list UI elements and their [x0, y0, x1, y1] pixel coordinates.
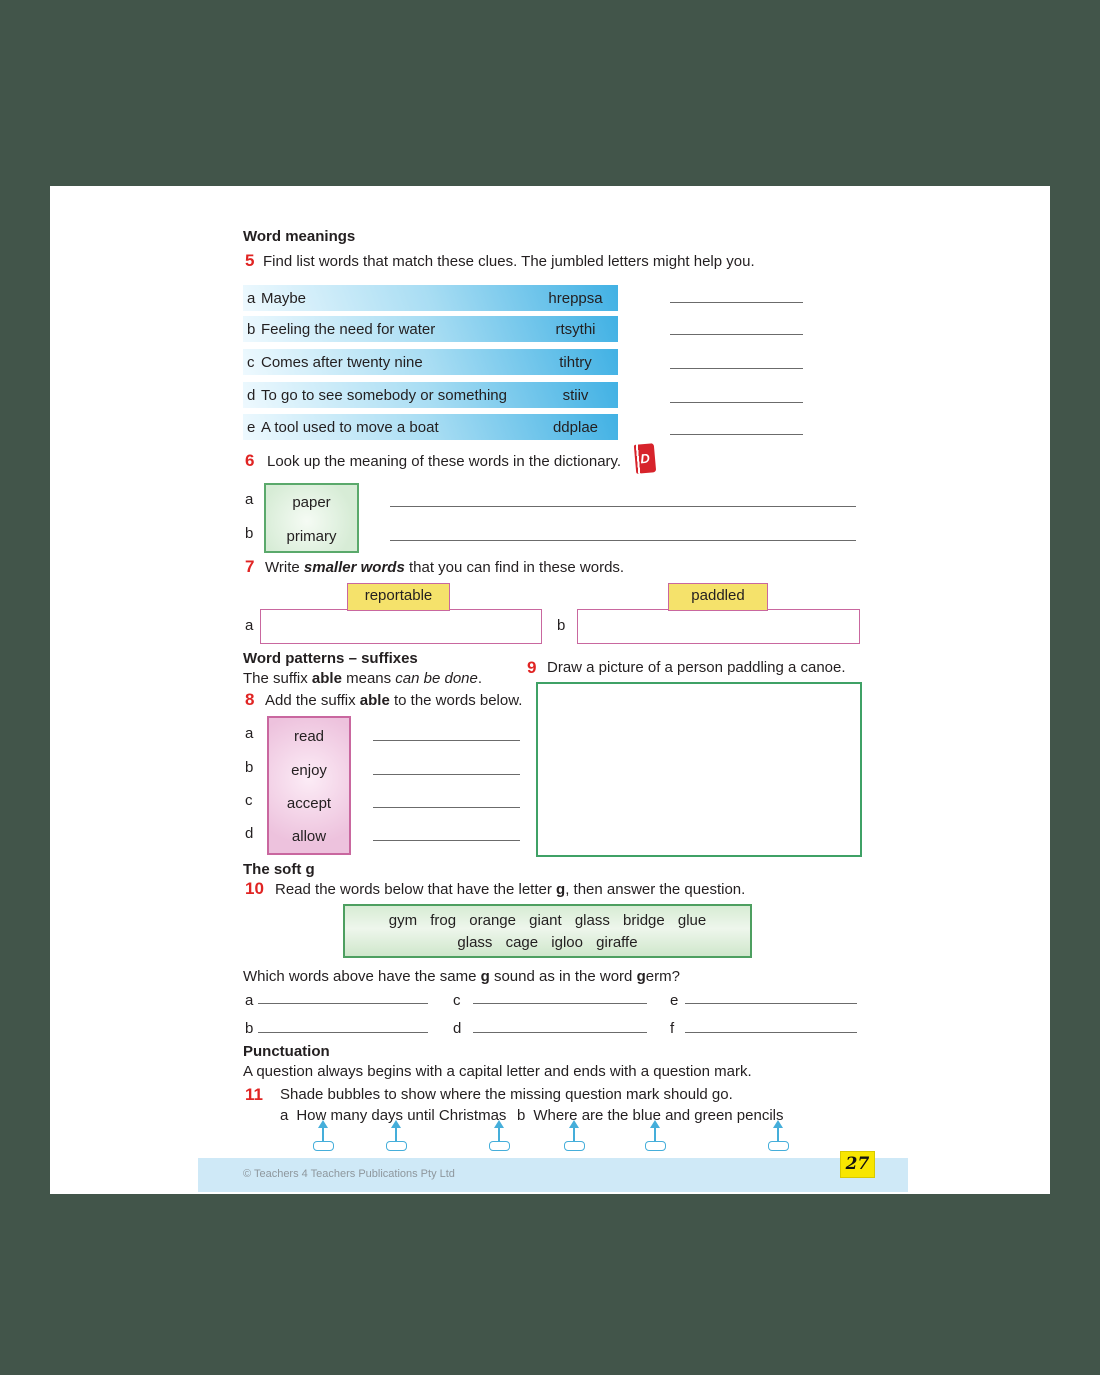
row-letter: a	[247, 289, 256, 307]
jumbled-word: hreppsa	[548, 289, 603, 307]
dictionary-word: primary	[286, 528, 337, 545]
clue-bar-d	[243, 382, 618, 408]
answer-line[interactable]	[373, 840, 520, 841]
row-letter: e	[247, 418, 256, 436]
drawing-canvas-box[interactable]	[536, 682, 862, 857]
question-11-number: 11	[245, 1085, 263, 1104]
answer-letter-d: d	[453, 1020, 462, 1037]
answer-line[interactable]	[373, 807, 520, 808]
clue-text: A tool used to move a boat	[261, 418, 439, 436]
shade-bubble-4[interactable]	[563, 1120, 585, 1151]
row-letter: b	[245, 525, 254, 542]
arrow-up-icon	[773, 1120, 783, 1128]
row-letter: a	[245, 617, 254, 634]
answer-line[interactable]	[258, 1032, 428, 1033]
question-bold: g	[480, 968, 490, 985]
g-words-box	[343, 904, 752, 958]
prompt-text: , then answer the question.	[565, 881, 746, 898]
jumbled-word: ddplae	[552, 418, 599, 436]
answer-line[interactable]	[670, 402, 803, 403]
question-9-number: 9	[527, 658, 537, 677]
word-tag-paddled: paddled	[668, 583, 768, 611]
suffix-words-box	[267, 716, 351, 855]
suffix-word: read	[293, 728, 325, 745]
prompt-text: Add the suffix	[265, 692, 360, 709]
bubble-pill	[645, 1141, 666, 1151]
clue-text: Feeling the need for water	[261, 320, 436, 338]
intro-italic: can be done	[395, 670, 478, 687]
answer-line[interactable]	[473, 1003, 647, 1004]
dictionary-word: paper	[292, 494, 331, 511]
arrow-up-icon	[650, 1120, 660, 1128]
question-8-prompt	[265, 693, 522, 710]
answer-line[interactable]	[670, 334, 803, 335]
section-heading-punctuation: Punctuation	[243, 1043, 330, 1060]
section-heading-soft-g: The soft g	[243, 861, 315, 878]
suffix-word: enjoy	[291, 762, 327, 779]
question-11-prompt: Shade bubbles to show where the missing question mark should go.	[280, 1086, 733, 1103]
sentence-letter: b	[517, 1107, 526, 1124]
bubble-pill	[768, 1141, 789, 1151]
shade-bubble-6[interactable]	[767, 1120, 789, 1151]
answer-letter-c: c	[453, 992, 461, 1009]
dictionary-book-icon: D	[634, 443, 656, 474]
answer-line[interactable]	[390, 506, 856, 507]
g-words-line-2: glass cage igloo giraffe	[457, 934, 638, 951]
intro-bold: able	[311, 670, 342, 687]
answer-letter-b: b	[245, 1020, 254, 1037]
row-letter: d	[245, 825, 254, 842]
page-number-badge: 27	[840, 1151, 875, 1178]
question-5-number: 5	[245, 251, 255, 270]
sentence-text: Where are the blue and green pencils	[533, 1107, 784, 1124]
bubble-pill	[313, 1141, 334, 1151]
shade-bubble-1[interactable]	[312, 1120, 334, 1151]
copyright-text: © Teachers 4 Teachers Publications Pty Ltd	[243, 1168, 455, 1180]
row-letter: d	[247, 386, 256, 404]
answer-letter-f: f	[670, 1020, 675, 1037]
clue-bar-e	[243, 414, 618, 440]
smaller-words-answer-box-b[interactable]	[577, 609, 860, 644]
soft-g-question	[243, 969, 680, 986]
arrow-up-icon	[569, 1120, 579, 1128]
prompt-bold: g	[556, 881, 566, 898]
shade-bubble-5[interactable]	[644, 1120, 666, 1151]
bubble-stem	[573, 1128, 575, 1141]
row-letter: a	[245, 725, 254, 742]
row-letter: a	[245, 491, 254, 508]
question-5-prompt: Find list words that match these clues. The jumbled letters might help you.	[263, 253, 755, 270]
answer-line[interactable]	[670, 302, 803, 303]
question-9-prompt: Draw a picture of a person paddling a canoe.	[547, 659, 846, 676]
answer-line[interactable]	[373, 740, 520, 741]
question-text: sound as in the word	[489, 968, 637, 985]
suffix-word: allow	[291, 828, 327, 845]
shade-bubble-2[interactable]	[385, 1120, 407, 1151]
row-letter: b	[247, 320, 256, 338]
question-8-number: 8	[245, 690, 255, 709]
intro-text: means	[341, 670, 396, 687]
clue-text: Maybe	[261, 289, 307, 307]
bubble-stem	[777, 1128, 779, 1141]
worksheet-page	[50, 186, 1050, 1194]
jumbled-word: rtsythi	[555, 320, 596, 338]
bubble-pill	[564, 1141, 585, 1151]
answer-line[interactable]	[670, 368, 803, 369]
prompt-text: Write	[265, 559, 304, 576]
dictionary-words-box	[264, 483, 359, 553]
prompt-bold-italic: smaller words	[303, 559, 405, 576]
clue-text: To go to see somebody or something	[261, 386, 507, 404]
question-text: erm?	[645, 968, 680, 985]
answer-line[interactable]	[373, 774, 520, 775]
bubble-stem	[395, 1128, 397, 1141]
answer-line[interactable]	[473, 1032, 647, 1033]
answer-line[interactable]	[390, 540, 856, 541]
suffix-word: accept	[286, 795, 332, 812]
prompt-bold: able	[359, 692, 390, 709]
word-tag-reportable: reportable	[347, 583, 450, 611]
clue-bar-b	[243, 316, 618, 342]
shade-bubble-3[interactable]	[488, 1120, 510, 1151]
question-7-prompt	[265, 560, 624, 577]
prompt-text: Read the words below that have the letter	[275, 881, 557, 898]
g-words-line-1: gym frog orange giant glass bridge glue	[388, 912, 707, 929]
answer-line[interactable]	[670, 434, 803, 435]
answer-line[interactable]	[685, 1032, 857, 1033]
answer-letter-e: e	[670, 992, 679, 1009]
bubble-stem	[498, 1128, 500, 1141]
question-10-prompt	[275, 882, 745, 899]
clue-bar-a	[243, 285, 618, 311]
intro-text: The suffix	[243, 670, 312, 687]
intro-text: .	[477, 670, 483, 687]
section-heading-word-meanings: Word meanings	[243, 228, 356, 245]
bubble-pill	[386, 1141, 407, 1151]
prompt-text: to the words below.	[389, 692, 523, 709]
clue-bar-c	[243, 349, 618, 375]
answer-letter-a: a	[245, 992, 254, 1009]
question-10-number: 10	[245, 879, 264, 898]
sentence-letter: a	[280, 1107, 289, 1124]
answer-line[interactable]	[258, 1003, 428, 1004]
jumbled-word: stiiv	[562, 386, 589, 404]
arrow-up-icon	[494, 1120, 504, 1128]
jumbled-word: tihtry	[559, 353, 592, 371]
arrow-up-icon	[391, 1120, 401, 1128]
section-heading-word-patterns: Word patterns – suffixes	[243, 650, 418, 667]
smaller-words-answer-box-a[interactable]	[260, 609, 542, 644]
row-letter: c	[247, 353, 255, 371]
question-bold: g	[636, 968, 646, 985]
question-text: Which words above have the same	[243, 968, 481, 985]
answer-line[interactable]	[685, 1003, 857, 1004]
suffix-able-intro	[243, 671, 482, 688]
arrow-up-icon	[318, 1120, 328, 1128]
punctuation-rule: A question always begins with a capital letter and ends with a question mark.	[243, 1063, 752, 1080]
clue-text: Comes after twenty nine	[261, 353, 423, 371]
bubble-pill	[489, 1141, 510, 1151]
bubble-stem	[322, 1128, 324, 1141]
row-letter: b	[557, 617, 566, 634]
bubble-stem	[654, 1128, 656, 1141]
question-6-number: 6	[245, 451, 255, 470]
sentence-text: How many days until Christmas	[296, 1107, 507, 1124]
prompt-text: that you can find in these words.	[404, 559, 625, 576]
question-6-prompt: Look up the meaning of these words in the dictionary.	[267, 453, 622, 470]
question-7-number: 7	[245, 557, 255, 576]
row-letter: c	[245, 792, 253, 809]
row-letter: b	[245, 759, 254, 776]
